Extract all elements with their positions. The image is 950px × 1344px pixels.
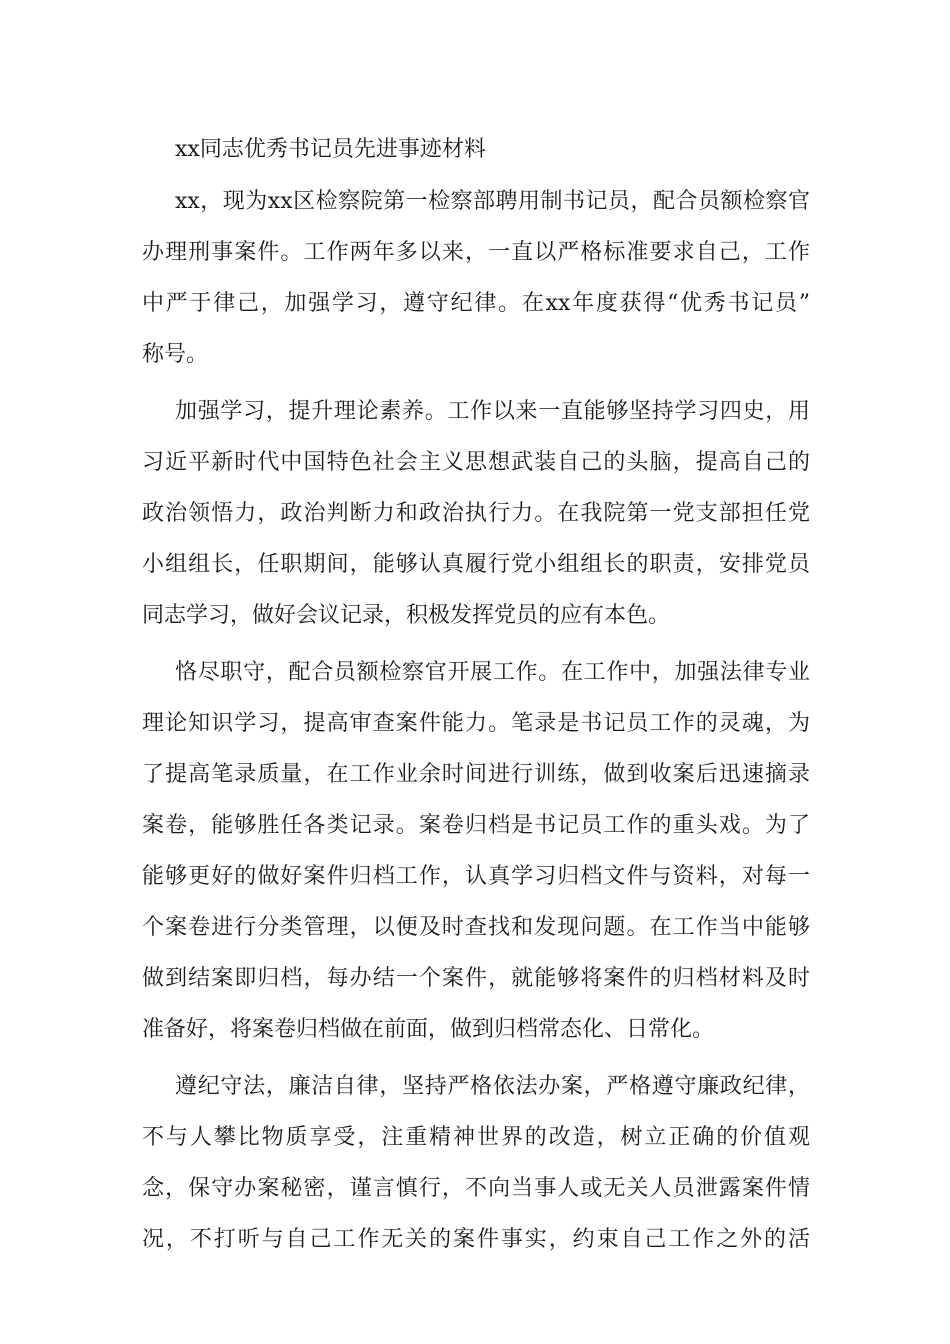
paragraph-line: xx，现为xx区检察院第一检察部聘用制书记员，配合员额检察官 [175, 189, 810, 214]
paragraph-line: 个案卷进行分类管理，以便及时查找和发现问题。在工作当中能够 [142, 915, 810, 940]
paragraph-4 [142, 1061, 810, 1265]
document-title: xx同志优秀书记员先进事迹材料 [175, 137, 486, 162]
paragraph-line: 恪尽职守，配合员额检察官开展工作。在工作中，加强法律专业 [175, 660, 810, 685]
paragraph-line: 加强学习，提升理论素养。工作以来一直能够坚持学习四史，用 [175, 399, 810, 424]
paragraph-line: 做到结案即归档，每办结一个案件，就能够将案件的归档材料及时 [142, 966, 810, 991]
paragraph-line: 遵纪守法，廉洁自律，坚持严格依法办案，严格遵守廉政纪律， [175, 1074, 810, 1099]
paragraph-line: 不与人攀比物质享受，注重精神世界的改造，树立正确的价值观 [142, 1125, 810, 1150]
paragraph-1 [142, 176, 810, 380]
paragraph-line: 能够更好的做好案件归档工作，认真学习归档文件与资料，对每一 [142, 864, 810, 889]
document-body [142, 124, 810, 1265]
paragraph-line: 办理刑事案件。工作两年多以来，一直以严格标准要求自己，工作 [142, 240, 810, 265]
paragraph-line: 习近平新时代中国特色社会主义思想武装自己的头脑，提高自己的 [142, 450, 810, 475]
paragraph-line: 政治领悟力，政治判断力和政治执行力。在我院第一党支部担任党 [142, 501, 810, 526]
paragraph-line: 况，不打听与自己工作无关的案件事实，约束自己工作之外的活 [142, 1227, 810, 1252]
paragraph-line: 小组组长，任职期间，能够认真履行党小组组长的职责，安排党员 [142, 552, 810, 577]
paragraph-2 [142, 386, 810, 641]
paragraph-line: 中严于律己，加强学习，遵守纪律。在xx年度获得“优秀书记员” [142, 291, 810, 316]
paragraph-3 [142, 647, 810, 1055]
paragraph-line: 念，保守办案秘密，谨言慎行，不向当事人或无关人员泄露案件情 [142, 1176, 810, 1201]
paragraph-line: 理论知识学习，提高审查案件能力。笔录是书记员工作的灵魂，为 [142, 711, 810, 736]
paragraph-line: 了提高笔录质量，在工作业余时间进行训练，做到收案后迅速摘录 [142, 762, 810, 787]
paragraph-line: 准备好，将案卷归档做在前面，做到归档常态化、日常化。 [142, 1017, 715, 1042]
paragraph-line: 同志学习，做好会议记录，积极发挥党员的应有本色。 [142, 603, 671, 628]
paragraph-line: 称号。 [142, 342, 209, 367]
paragraph-line: 案卷，能够胜任各类记录。案卷归档是书记员工作的重头戏。为了 [142, 813, 810, 838]
